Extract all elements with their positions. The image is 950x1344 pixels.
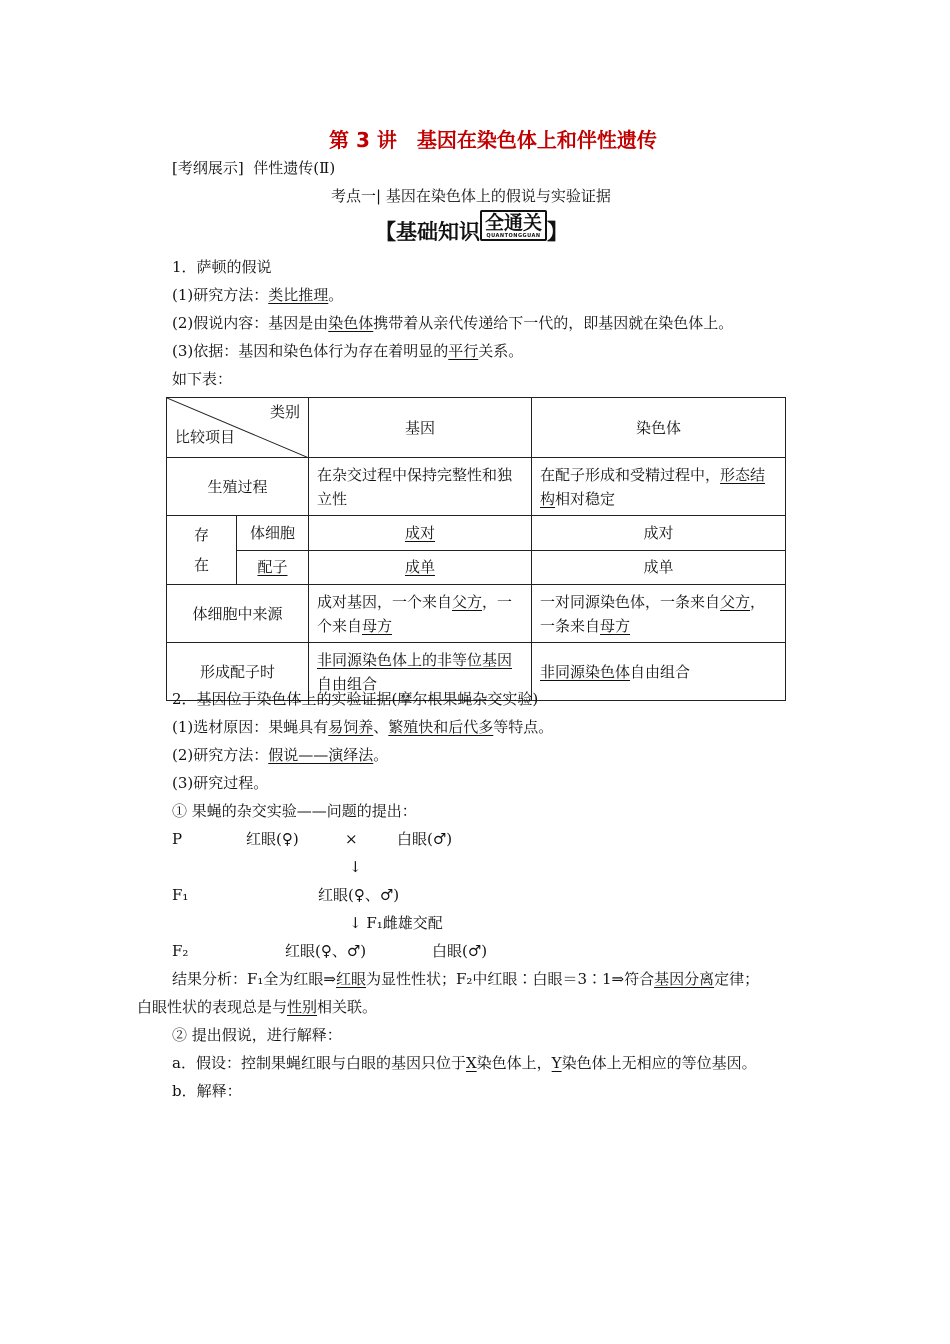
row-label: 形成配子时 xyxy=(167,643,309,701)
table-row xyxy=(167,458,786,516)
section-banner xyxy=(375,212,568,246)
outline-item: 伴性遗传(Ⅱ) xyxy=(253,159,336,177)
row-label: 生殖过程 xyxy=(167,458,309,516)
text: (3)依据：基因和染色体行为存在着明显的 xyxy=(172,342,449,360)
text: 自由组合 xyxy=(630,662,691,681)
s2-line-4: ① 果蝇的杂交实验——问题的提出： xyxy=(172,802,417,820)
answer-blank: 假说——演绎法 xyxy=(268,746,374,764)
s2-line-1 xyxy=(172,717,553,737)
p-label: P xyxy=(172,830,183,848)
f2-red: 红眼(♀、♂) xyxy=(285,942,367,960)
table-cell xyxy=(532,585,786,643)
text: 染色体上无相应的等位基因。 xyxy=(561,1054,757,1072)
text: 自由组合 xyxy=(317,674,378,693)
table-cell xyxy=(309,585,532,643)
s2-heading: 2．基因位于染色体上的实验证据(摩尔根果蝇杂交实验) xyxy=(172,690,539,708)
banner-badge xyxy=(480,210,547,241)
f1-label: F₁ xyxy=(172,886,189,904)
text: (2)研究方法： xyxy=(172,746,269,764)
answer-blank: 成对 xyxy=(404,523,435,542)
header-chromosome: 染色体 xyxy=(532,398,786,458)
s1-line-1 xyxy=(172,285,343,305)
table-cell xyxy=(309,516,532,551)
s1-line-2 xyxy=(172,313,733,333)
answer-blank: 繁殖快和后代多 xyxy=(388,718,494,736)
down-arrow: ↓ xyxy=(349,858,362,876)
hypothesis-line xyxy=(172,1053,757,1073)
text: 染色体上， xyxy=(476,1054,552,1072)
answer-blank: 非同源染色体 xyxy=(540,662,631,681)
table-row xyxy=(167,398,786,458)
table-row xyxy=(167,550,786,585)
answer-blank: 基因分离 xyxy=(654,970,715,988)
comparison-table xyxy=(166,397,786,701)
row-label: 体细胞中来源 xyxy=(167,585,309,643)
answer-blank: 形态结构 xyxy=(540,465,766,508)
table-cell xyxy=(309,550,532,585)
answer-blank: 成单 xyxy=(404,558,435,577)
sub-label xyxy=(237,550,309,585)
p-female: 红眼(♀) xyxy=(246,830,299,848)
s2-line-3: (3)研究过程。 xyxy=(172,774,269,792)
answer-blank: 母方 xyxy=(600,616,631,635)
row-label-exist xyxy=(167,516,237,585)
page-title: 第 3 讲 基因在染色体上和伴性遗传 xyxy=(329,128,657,152)
text: 相关联。 xyxy=(317,998,378,1016)
f1-phenotype: 红眼(♀、♂) xyxy=(318,886,400,904)
table-row xyxy=(167,516,786,551)
text: 一对同源染色体，一条来自 xyxy=(540,592,721,611)
answer-blank: 非同源染色体上的非等位基因 xyxy=(317,650,513,669)
s1-heading: 1．萨顿的假说 xyxy=(172,258,272,276)
text: 白眼性状的表现总是与 xyxy=(137,998,288,1016)
result-line-1 xyxy=(172,969,759,989)
answer-blank: 易饲养 xyxy=(328,718,374,736)
text: 等特点。 xyxy=(493,718,554,736)
diagonal-header xyxy=(167,398,309,458)
text: 在配子形成和受精过程中， xyxy=(540,465,721,484)
banner-end: 】 xyxy=(547,220,569,244)
table-cell: 在杂交过程中保持完整性和独立性 xyxy=(309,458,532,516)
answer-blank: X xyxy=(465,1054,477,1072)
header-item: 比较项目 xyxy=(175,428,236,446)
text: (2)假说内容：基因是由 xyxy=(172,314,329,332)
text: 相对稳定 xyxy=(555,489,616,508)
text: 。 xyxy=(328,286,344,304)
s2-line-2 xyxy=(172,745,388,765)
text: 。 xyxy=(373,746,389,764)
banner-badge-sub: QUANTONGGUAN xyxy=(486,233,541,239)
text: 为显性性状；F₂中红眼∶白眼＝3∶1⇒符合 xyxy=(366,970,655,988)
text: a．假设：控制果蝇红眼与白眼的基因只位于 xyxy=(172,1054,466,1072)
s2-line-5: ② 提出假说，进行解释： xyxy=(172,1026,342,1044)
text: (1)选材原因：果蝇具有 xyxy=(172,718,329,736)
f1-cross-arrow: ↓ F₁雌雄交配 xyxy=(349,914,443,932)
answer-blank: 父方 xyxy=(720,592,751,611)
s1-line-3 xyxy=(172,341,523,361)
text: 定律； xyxy=(714,970,760,988)
answer-blank: 母方 xyxy=(362,616,393,635)
text: 关系。 xyxy=(478,342,524,360)
table-cell xyxy=(532,643,786,701)
table-cell: 成单 xyxy=(532,550,786,585)
text: (1)研究方法： xyxy=(172,286,269,304)
answer-blank: 性别 xyxy=(287,998,318,1016)
answer-blank: 平行 xyxy=(448,342,479,360)
s1-line-4: 如下表： xyxy=(172,370,233,388)
answer-blank: 类比推理 xyxy=(268,286,329,304)
answer-blank: 染色体 xyxy=(328,314,374,332)
text: 存 xyxy=(193,526,209,544)
p-male: 白眼(♂) xyxy=(397,830,453,848)
text: 、 xyxy=(373,718,389,736)
explanation-line: b．解释： xyxy=(172,1082,242,1100)
header-gene: 基因 xyxy=(309,398,532,458)
sub-label: 体细胞 xyxy=(237,516,309,551)
table-cell xyxy=(532,458,786,516)
answer-blank: 红眼 xyxy=(336,970,367,988)
text: 携带着从亲代传递给下一代的，即基因就在染色体上。 xyxy=(373,314,734,332)
table-cell: 成对 xyxy=(532,516,786,551)
f2-label: F₂ xyxy=(172,942,189,960)
f2-white: 白眼(♂) xyxy=(432,942,488,960)
answer-blank: 配子 xyxy=(257,558,288,577)
answer-blank: 父方 xyxy=(452,592,483,611)
exam-point-heading: 考点一| 基因在染色体上的假说与实验证据 xyxy=(331,187,611,205)
banner-main: 【基础知识 xyxy=(375,220,480,244)
result-line-2 xyxy=(137,997,377,1017)
banner-badge-text: 全通关 xyxy=(485,212,543,234)
outline-tag: [考纲展示] xyxy=(172,159,244,177)
cross-symbol: × xyxy=(345,830,358,848)
header-category: 类别 xyxy=(269,403,300,421)
text: ，一个来自 xyxy=(317,592,513,635)
text: 在 xyxy=(193,556,209,574)
text: 成对基因，一个来自 xyxy=(317,592,453,611)
table-row xyxy=(167,585,786,643)
outline-line xyxy=(172,158,335,178)
text: 结果分析：F₁全为红眼⇒ xyxy=(172,970,336,988)
text: ，一条来自 xyxy=(540,592,766,635)
answer-blank: Y xyxy=(551,1054,562,1072)
